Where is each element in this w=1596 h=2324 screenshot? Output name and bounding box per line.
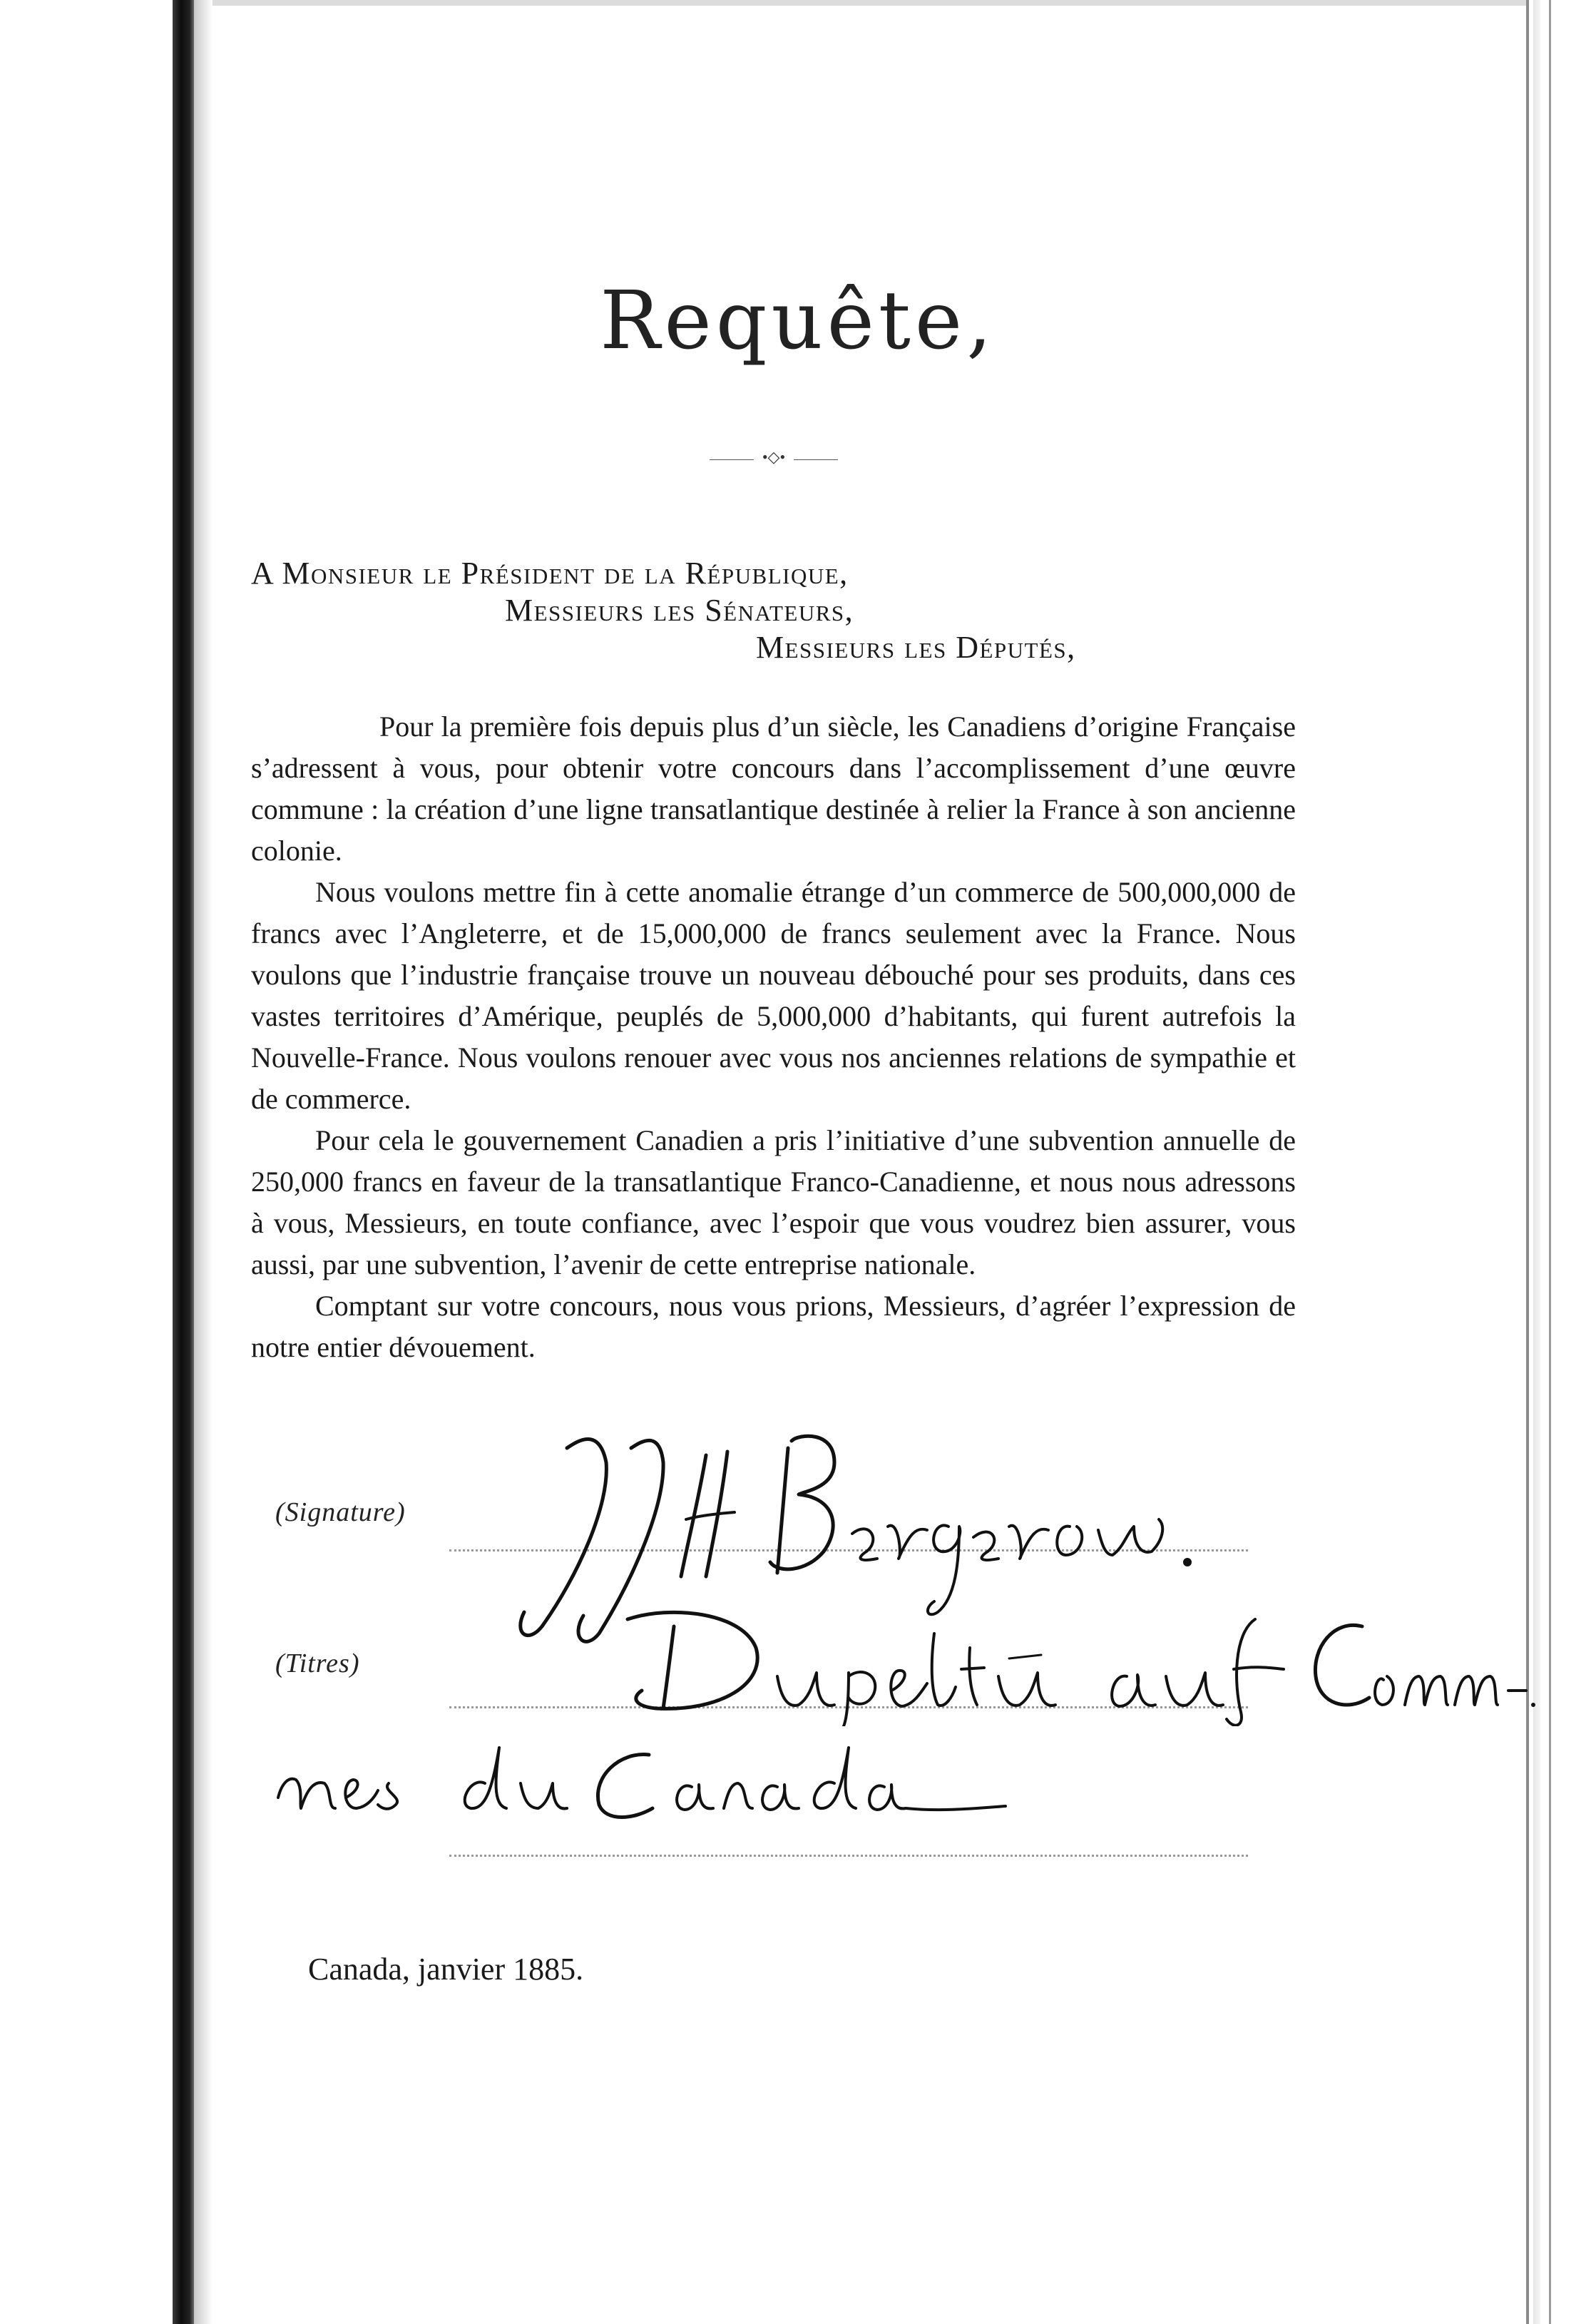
address-line-3: Messieurs les Députés, <box>756 630 1076 665</box>
address-line-2: Messieurs les Sénateurs, <box>505 593 854 628</box>
paragraph-2: Nous voulons mettre fin à cette anomalie étrange d’un commerce de 500,000,000 de francs avec l’Angleterre, et de 15,000,000 de francs seulement avec la France. Nous voulons que l’industrie française trouve un nouveau débouché pour ses produits, dans ces vastes territoires d’Amérique, peuplés de 5,000,000 d’habitants, qui furent autrefois la Nouvelle-France. Nous voulons renouer avec vous nos anciennes relations de sympathie et de commerce. <box>251 876 1296 1115</box>
page-title: Requête, <box>600 275 996 367</box>
handwritten-titles-line-1 <box>613 1605 1540 1726</box>
address-line-1: A Monsieur le Président de la République, <box>251 556 849 591</box>
place-date: Canada, janvier 1885. <box>308 1952 584 1987</box>
titles-label: (Titres) <box>275 1648 360 1678</box>
body-text <box>251 706 1296 1368</box>
titles-dotted-line-2 <box>449 1855 1248 1857</box>
paragraph-1: Pour la première fois depuis plus d’un siècle, les Canadiens d’origine Française s’adressent à vous, pour obtenir votre concours dans l’accomplissement d’une œuvre commune : la création d’une ligne transatlantique destinée à relier la France à son ancienne colonie. <box>251 710 1296 867</box>
paragraph-3: Pour cela le gouvernement Canadien a pris l’initiative d’une subvention annuelle de 250,000 francs en faveur de la transatlantique Franco-Canadienne, et nous nous adressons à vous, Messieurs, en toute confiance, avec l’espoir que vous voudrez bien assurer, vous aussi, par une subvention, l’avenir de cette entreprise nationale. <box>251 1124 1296 1280</box>
signature-label: (Signature) <box>275 1497 406 1527</box>
ornament-glyph: •◇• <box>762 448 786 466</box>
paragraph-4: Comptant sur votre concours, nous vous prions, Messieurs, d’agréer l’expression de notre entier dévouement. <box>251 1290 1296 1363</box>
ornament-rule-right <box>794 459 838 460</box>
ornament-rule-left <box>710 459 754 460</box>
title-ornament <box>710 448 838 466</box>
page-top-edge <box>213 0 1526 6</box>
handwritten-titles-line-2 <box>264 1741 1013 1833</box>
